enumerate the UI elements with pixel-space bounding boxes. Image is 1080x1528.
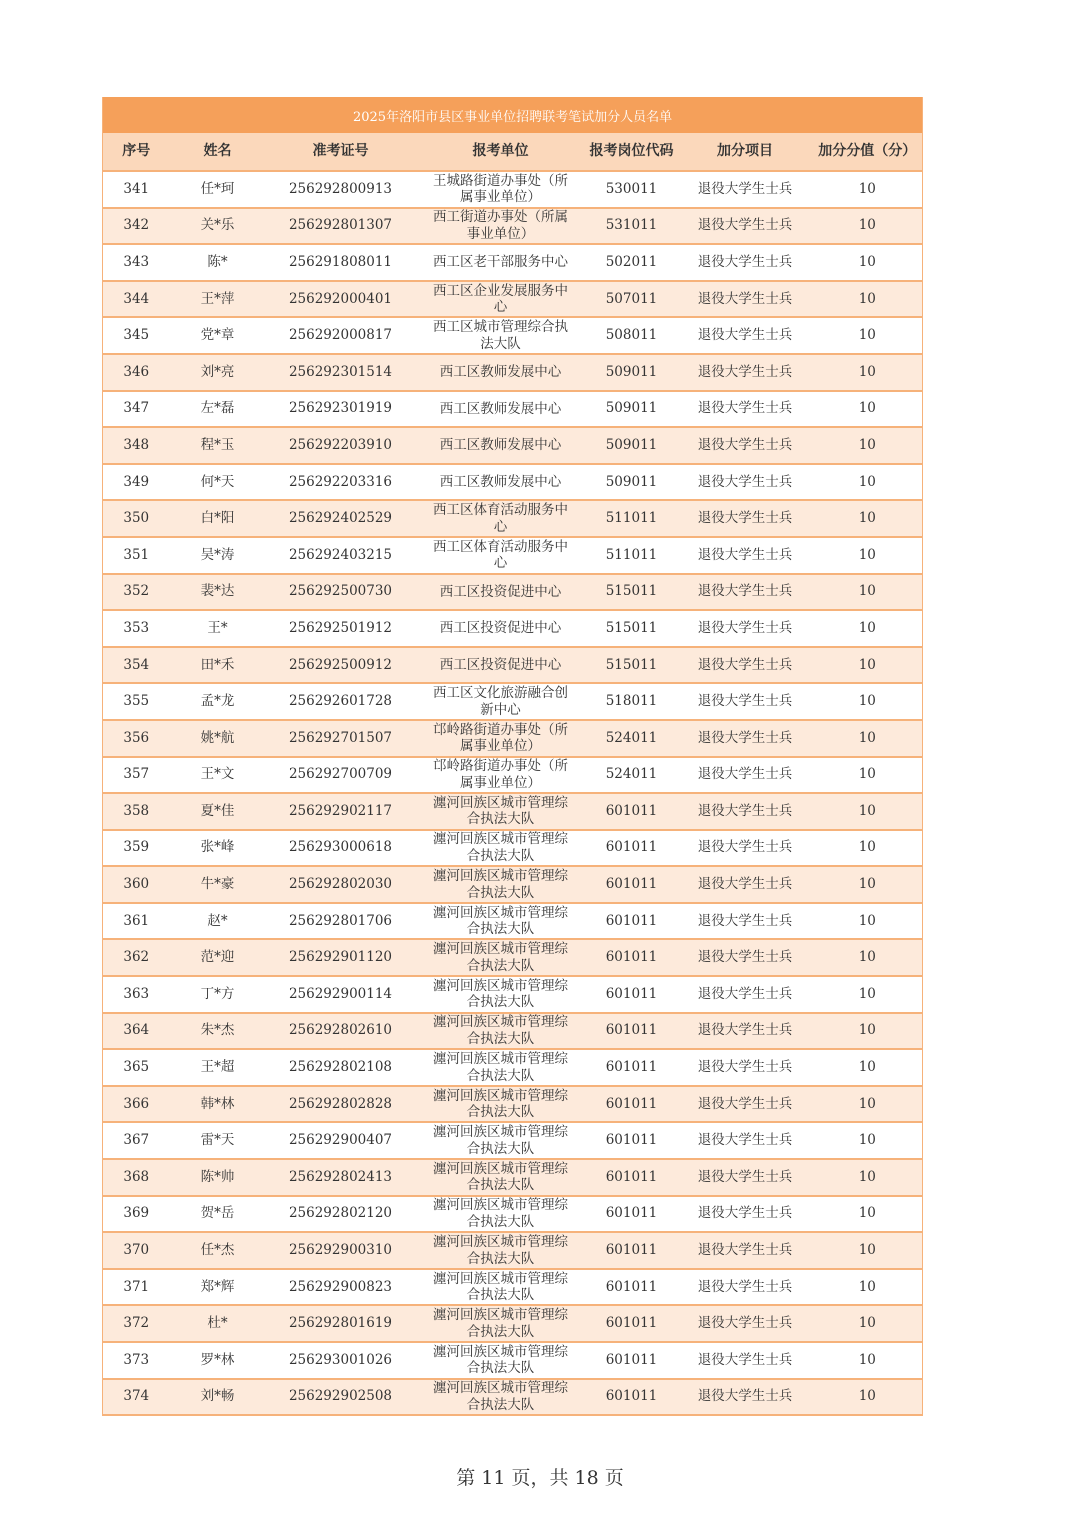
cell-name: 范*迎 [170, 939, 266, 976]
cell-item: 退役大学生士兵 [678, 793, 813, 830]
cell-seq: 341 [103, 171, 170, 208]
cell-name: 陈*帅 [170, 1159, 266, 1196]
cell-unit: 瀍河回族区城市管理综合执法大队 [416, 866, 586, 903]
table-row [103, 830, 923, 867]
table-row [103, 1305, 923, 1342]
cell-name: 王*文 [170, 757, 266, 794]
cell-item: 退役大学生士兵 [678, 537, 813, 574]
cell-exam-id: 256292301514 [266, 354, 416, 391]
cell-name: 王* [170, 610, 266, 647]
cell-name: 郑*辉 [170, 1269, 266, 1306]
cell-seq: 355 [103, 683, 170, 720]
cell-code: 509011 [586, 391, 678, 428]
cell-code: 601011 [586, 1305, 678, 1342]
cell-exam-id: 256292802108 [266, 1049, 416, 1086]
cell-code: 601011 [586, 1196, 678, 1233]
table-row [103, 464, 923, 501]
cell-seq: 349 [103, 464, 170, 501]
cell-score: 10 [813, 464, 923, 501]
cell-item: 退役大学生士兵 [678, 1342, 813, 1379]
cell-unit: 西工区城市管理综合执法大队 [416, 317, 586, 354]
cell-exam-id: 256292801619 [266, 1305, 416, 1342]
cell-score: 10 [813, 1196, 923, 1233]
cell-seq: 357 [103, 757, 170, 794]
cell-item: 退役大学生士兵 [678, 1232, 813, 1269]
cell-exam-id: 256292501912 [266, 610, 416, 647]
cell-name: 陈* [170, 244, 266, 281]
cell-score: 10 [813, 610, 923, 647]
cell-exam-id: 256292403215 [266, 537, 416, 574]
cell-name: 任*珂 [170, 171, 266, 208]
cell-seq: 346 [103, 354, 170, 391]
cell-exam-id: 256292802610 [266, 1013, 416, 1050]
table-row [103, 1159, 923, 1196]
cell-code: 515011 [586, 647, 678, 684]
table-row [103, 171, 923, 208]
cell-code: 530011 [586, 171, 678, 208]
cell-score: 10 [813, 1159, 923, 1196]
cell-exam-id: 256292902508 [266, 1379, 416, 1416]
cell-code: 601011 [586, 1086, 678, 1123]
cell-name: 党*章 [170, 317, 266, 354]
table-row [103, 647, 923, 684]
cell-seq: 363 [103, 976, 170, 1013]
cell-score: 10 [813, 903, 923, 940]
cell-item: 退役大学生士兵 [678, 354, 813, 391]
cell-name: 白*阳 [170, 500, 266, 537]
cell-name: 韩*林 [170, 1086, 266, 1123]
table-row [103, 610, 923, 647]
cell-item: 退役大学生士兵 [678, 720, 813, 757]
cell-seq: 367 [103, 1122, 170, 1159]
cell-item: 退役大学生士兵 [678, 1086, 813, 1123]
cell-unit: 瀍河回族区城市管理综合执法大队 [416, 830, 586, 867]
cell-unit: 西工区投资促进中心 [416, 647, 586, 684]
table-row [103, 1379, 923, 1416]
table-title: 2025年洛阳市县区事业单位招聘联考笔试加分人员名单 [103, 97, 923, 133]
cell-item: 退役大学生士兵 [678, 866, 813, 903]
cell-seq: 356 [103, 720, 170, 757]
cell-name: 田*禾 [170, 647, 266, 684]
cell-code: 601011 [586, 939, 678, 976]
cell-code: 601011 [586, 1159, 678, 1196]
cell-score: 10 [813, 683, 923, 720]
header-code: 报考岗位代码 [586, 133, 678, 171]
cell-exam-id: 256291808011 [266, 244, 416, 281]
cell-item: 退役大学生士兵 [678, 830, 813, 867]
cell-item: 退役大学生士兵 [678, 647, 813, 684]
table-row [103, 1013, 923, 1050]
cell-exam-id: 256292801307 [266, 208, 416, 245]
table-row [103, 757, 923, 794]
cell-seq: 350 [103, 500, 170, 537]
cell-unit: 西工区投资促进中心 [416, 574, 586, 611]
cell-unit: 瀍河回族区城市管理综合执法大队 [416, 1379, 586, 1416]
cell-unit: 瀍河回族区城市管理综合执法大队 [416, 1013, 586, 1050]
cell-code: 601011 [586, 1269, 678, 1306]
cell-exam-id: 256292701507 [266, 720, 416, 757]
cell-score: 10 [813, 208, 923, 245]
cell-score: 10 [813, 830, 923, 867]
table-row [103, 500, 923, 537]
cell-exam-id: 256292902117 [266, 793, 416, 830]
cell-score: 10 [813, 537, 923, 574]
cell-seq: 370 [103, 1232, 170, 1269]
cell-seq: 365 [103, 1049, 170, 1086]
cell-seq: 369 [103, 1196, 170, 1233]
cell-unit: 西工区企业发展服务中心 [416, 281, 586, 318]
cell-name: 何*天 [170, 464, 266, 501]
table-row [103, 939, 923, 976]
cell-code: 509011 [586, 354, 678, 391]
cell-item: 退役大学生士兵 [678, 757, 813, 794]
table-row [103, 720, 923, 757]
cell-seq: 358 [103, 793, 170, 830]
cell-score: 10 [813, 281, 923, 318]
cell-name: 关*乐 [170, 208, 266, 245]
cell-code: 524011 [586, 720, 678, 757]
cell-score: 10 [813, 354, 923, 391]
cell-code: 601011 [586, 1122, 678, 1159]
cell-unit: 邙岭路街道办事处（所属事业单位） [416, 757, 586, 794]
cell-name: 程*玉 [170, 427, 266, 464]
cell-score: 10 [813, 171, 923, 208]
cell-code: 511011 [586, 537, 678, 574]
cell-score: 10 [813, 1269, 923, 1306]
cell-item: 退役大学生士兵 [678, 1013, 813, 1050]
cell-item: 退役大学生士兵 [678, 1196, 813, 1233]
table-row [103, 793, 923, 830]
cell-code: 508011 [586, 317, 678, 354]
cell-code: 507011 [586, 281, 678, 318]
cell-score: 10 [813, 500, 923, 537]
cell-name: 贺*岳 [170, 1196, 266, 1233]
cell-name: 裴*达 [170, 574, 266, 611]
cell-exam-id: 256292802413 [266, 1159, 416, 1196]
cell-exam-id: 256292802828 [266, 1086, 416, 1123]
cell-seq: 359 [103, 830, 170, 867]
cell-code: 518011 [586, 683, 678, 720]
cell-exam-id: 256293000618 [266, 830, 416, 867]
cell-item: 退役大学生士兵 [678, 1159, 813, 1196]
cell-name: 丁*方 [170, 976, 266, 1013]
cell-exam-id: 256292900114 [266, 976, 416, 1013]
table-row [103, 1196, 923, 1233]
cell-exam-id: 256292802030 [266, 866, 416, 903]
cell-code: 601011 [586, 976, 678, 1013]
cell-seq: 362 [103, 939, 170, 976]
cell-score: 10 [813, 1232, 923, 1269]
table-title-row [103, 97, 923, 133]
cell-seq: 347 [103, 391, 170, 428]
cell-unit: 西工区教师发展中心 [416, 391, 586, 428]
cell-seq: 342 [103, 208, 170, 245]
cell-code: 509011 [586, 427, 678, 464]
cell-unit: 瀍河回族区城市管理综合执法大队 [416, 939, 586, 976]
cell-code: 509011 [586, 464, 678, 501]
cell-score: 10 [813, 1049, 923, 1086]
cell-seq: 372 [103, 1305, 170, 1342]
cell-name: 朱*杰 [170, 1013, 266, 1050]
cell-unit: 瀍河回族区城市管理综合执法大队 [416, 976, 586, 1013]
cell-item: 退役大学生士兵 [678, 171, 813, 208]
cell-code: 515011 [586, 574, 678, 611]
table-row [103, 683, 923, 720]
cell-item: 退役大学生士兵 [678, 903, 813, 940]
header-seq: 序号 [103, 133, 170, 171]
cell-name: 任*杰 [170, 1232, 266, 1269]
cell-code: 601011 [586, 830, 678, 867]
cell-code: 601011 [586, 793, 678, 830]
header-unit: 报考单位 [416, 133, 586, 171]
cell-unit: 西工区体育活动服务中心 [416, 500, 586, 537]
cell-unit: 瀍河回族区城市管理综合执法大队 [416, 1196, 586, 1233]
cell-unit: 西工区教师发展中心 [416, 427, 586, 464]
cell-score: 10 [813, 1013, 923, 1050]
cell-unit: 西工区文化旅游融合创新中心 [416, 683, 586, 720]
cell-exam-id: 256292601728 [266, 683, 416, 720]
cell-name: 王*超 [170, 1049, 266, 1086]
cell-exam-id: 256293001026 [266, 1342, 416, 1379]
cell-seq: 374 [103, 1379, 170, 1416]
cell-item: 退役大学生士兵 [678, 208, 813, 245]
cell-item: 退役大学生士兵 [678, 1269, 813, 1306]
table-body [103, 171, 923, 1415]
cell-seq: 353 [103, 610, 170, 647]
header-item: 加分项目 [678, 133, 813, 171]
table-row [103, 903, 923, 940]
cell-seq: 352 [103, 574, 170, 611]
cell-score: 10 [813, 939, 923, 976]
cell-unit: 西工区体育活动服务中心 [416, 537, 586, 574]
cell-code: 502011 [586, 244, 678, 281]
cell-name: 刘*亮 [170, 354, 266, 391]
table-row [103, 1122, 923, 1159]
table-row [103, 427, 923, 464]
cell-seq: 361 [103, 903, 170, 940]
cell-unit: 西工区投资促进中心 [416, 610, 586, 647]
cell-name: 赵* [170, 903, 266, 940]
cell-code: 524011 [586, 757, 678, 794]
cell-code: 531011 [586, 208, 678, 245]
cell-name: 孟*龙 [170, 683, 266, 720]
cell-exam-id: 256292301919 [266, 391, 416, 428]
cell-item: 退役大学生士兵 [678, 610, 813, 647]
cell-exam-id: 256292500912 [266, 647, 416, 684]
cell-code: 511011 [586, 500, 678, 537]
cell-exam-id: 256292802120 [266, 1196, 416, 1233]
cell-unit: 瀍河回族区城市管理综合执法大队 [416, 1122, 586, 1159]
cell-item: 退役大学生士兵 [678, 317, 813, 354]
table-row [103, 1342, 923, 1379]
cell-unit: 瀍河回族区城市管理综合执法大队 [416, 1342, 586, 1379]
cell-name: 夏*佳 [170, 793, 266, 830]
cell-item: 退役大学生士兵 [678, 574, 813, 611]
cell-score: 10 [813, 793, 923, 830]
cell-item: 退役大学生士兵 [678, 427, 813, 464]
cell-exam-id: 256292901120 [266, 939, 416, 976]
cell-item: 退役大学生士兵 [678, 500, 813, 537]
cell-score: 10 [813, 866, 923, 903]
cell-exam-id: 256292900823 [266, 1269, 416, 1306]
results-table [102, 97, 923, 1416]
cell-seq: 366 [103, 1086, 170, 1123]
table-row [103, 574, 923, 611]
cell-unit: 西工区教师发展中心 [416, 464, 586, 501]
cell-score: 10 [813, 1305, 923, 1342]
cell-exam-id: 256292801706 [266, 903, 416, 940]
cell-unit: 邙岭路街道办事处（所属事业单位） [416, 720, 586, 757]
table-row [103, 317, 923, 354]
cell-unit: 瀍河回族区城市管理综合执法大队 [416, 903, 586, 940]
cell-score: 10 [813, 1342, 923, 1379]
cell-seq: 360 [103, 866, 170, 903]
cell-name: 王*萍 [170, 281, 266, 318]
cell-seq: 371 [103, 1269, 170, 1306]
cell-code: 601011 [586, 1232, 678, 1269]
table-row [103, 866, 923, 903]
cell-item: 退役大学生士兵 [678, 281, 813, 318]
cell-score: 10 [813, 427, 923, 464]
table-row [103, 281, 923, 318]
header-name: 姓名 [170, 133, 266, 171]
cell-score: 10 [813, 574, 923, 611]
cell-seq: 351 [103, 537, 170, 574]
cell-score: 10 [813, 720, 923, 757]
page-number: 第 11 页，共 18 页 [456, 1467, 624, 1489]
cell-item: 退役大学生士兵 [678, 939, 813, 976]
cell-seq: 364 [103, 1013, 170, 1050]
table-row [103, 391, 923, 428]
cell-code: 601011 [586, 903, 678, 940]
cell-seq: 344 [103, 281, 170, 318]
table-row [103, 976, 923, 1013]
cell-item: 退役大学生士兵 [678, 464, 813, 501]
cell-item: 退役大学生士兵 [678, 976, 813, 1013]
cell-score: 10 [813, 317, 923, 354]
cell-exam-id: 256292700709 [266, 757, 416, 794]
cell-name: 吴*涛 [170, 537, 266, 574]
cell-score: 10 [813, 1086, 923, 1123]
cell-seq: 373 [103, 1342, 170, 1379]
cell-item: 退役大学生士兵 [678, 1049, 813, 1086]
cell-exam-id: 256292203910 [266, 427, 416, 464]
cell-score: 10 [813, 391, 923, 428]
cell-exam-id: 256292203316 [266, 464, 416, 501]
cell-exam-id: 256292900310 [266, 1232, 416, 1269]
cell-item: 退役大学生士兵 [678, 683, 813, 720]
cell-exam-id: 256292402529 [266, 500, 416, 537]
cell-unit: 瀍河回族区城市管理综合执法大队 [416, 1049, 586, 1086]
cell-exam-id: 256292500730 [266, 574, 416, 611]
cell-seq: 343 [103, 244, 170, 281]
cell-exam-id: 256292000817 [266, 317, 416, 354]
cell-item: 退役大学生士兵 [678, 391, 813, 428]
cell-name: 刘*畅 [170, 1379, 266, 1416]
cell-seq: 348 [103, 427, 170, 464]
table-row [103, 244, 923, 281]
cell-unit: 瀍河回族区城市管理综合执法大队 [416, 1086, 586, 1123]
cell-item: 退役大学生士兵 [678, 244, 813, 281]
cell-exam-id: 256292900407 [266, 1122, 416, 1159]
cell-score: 10 [813, 1122, 923, 1159]
cell-seq: 368 [103, 1159, 170, 1196]
cell-name: 左*磊 [170, 391, 266, 428]
cell-name: 雷*天 [170, 1122, 266, 1159]
cell-unit: 西工街道办事处（所属事业单位） [416, 208, 586, 245]
cell-item: 退役大学生士兵 [678, 1379, 813, 1416]
cell-score: 10 [813, 647, 923, 684]
cell-score: 10 [813, 976, 923, 1013]
cell-exam-id: 256292800913 [266, 171, 416, 208]
cell-item: 退役大学生士兵 [678, 1305, 813, 1342]
table-row [103, 208, 923, 245]
cell-name: 牛*豪 [170, 866, 266, 903]
cell-code: 601011 [586, 1379, 678, 1416]
cell-seq: 354 [103, 647, 170, 684]
table-row [103, 1269, 923, 1306]
table-header-row [103, 133, 923, 171]
table-row [103, 537, 923, 574]
table-row [103, 1049, 923, 1086]
cell-unit: 瀍河回族区城市管理综合执法大队 [416, 1305, 586, 1342]
cell-code: 601011 [586, 1013, 678, 1050]
cell-score: 10 [813, 1379, 923, 1416]
table-row [103, 1232, 923, 1269]
cell-code: 515011 [586, 610, 678, 647]
cell-name: 张*峰 [170, 830, 266, 867]
cell-item: 退役大学生士兵 [678, 1122, 813, 1159]
cell-unit: 西工区老干部服务中心 [416, 244, 586, 281]
cell-score: 10 [813, 757, 923, 794]
cell-unit: 王城路街道办事处（所属事业单位） [416, 171, 586, 208]
cell-unit: 瀍河回族区城市管理综合执法大队 [416, 1159, 586, 1196]
cell-name: 罗*林 [170, 1342, 266, 1379]
table-row [103, 1086, 923, 1123]
cell-unit: 瀍河回族区城市管理综合执法大队 [416, 1269, 586, 1306]
cell-unit: 瀍河回族区城市管理综合执法大队 [416, 793, 586, 830]
cell-seq: 345 [103, 317, 170, 354]
table-row [103, 354, 923, 391]
cell-name: 姚*航 [170, 720, 266, 757]
cell-unit: 瀍河回族区城市管理综合执法大队 [416, 1232, 586, 1269]
header-exam-id: 准考证号 [266, 133, 416, 171]
cell-code: 601011 [586, 1342, 678, 1379]
cell-code: 601011 [586, 866, 678, 903]
cell-unit: 西工区教师发展中心 [416, 354, 586, 391]
cell-code: 601011 [586, 1049, 678, 1086]
cell-exam-id: 256292000401 [266, 281, 416, 318]
cell-name: 杜* [170, 1305, 266, 1342]
cell-score: 10 [813, 244, 923, 281]
header-score: 加分分值（分） [813, 133, 923, 171]
